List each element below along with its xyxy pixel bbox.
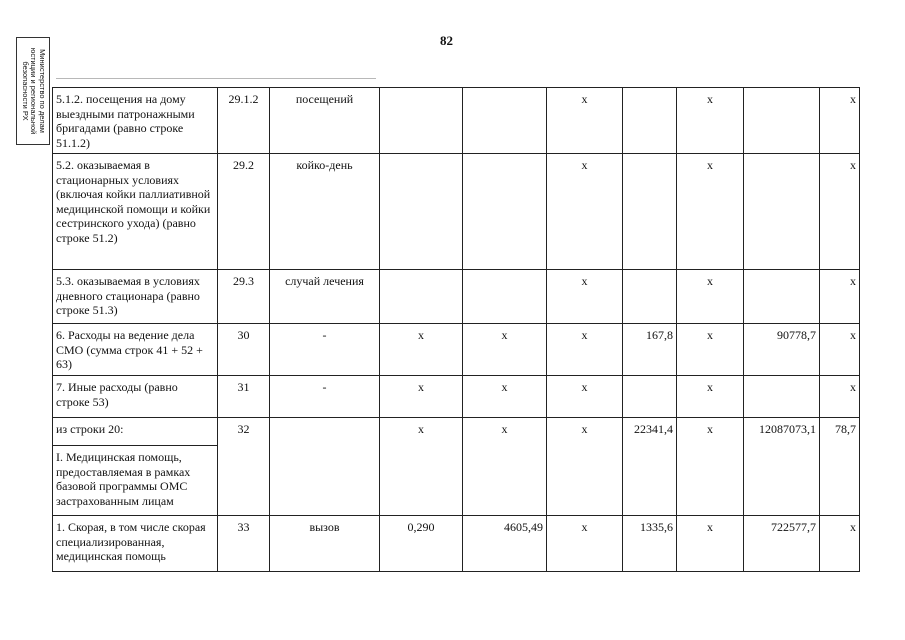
table-row bbox=[53, 270, 860, 324]
cell-col6: x bbox=[547, 418, 623, 516]
cell-col7 bbox=[623, 270, 677, 324]
row-unit: койко-день bbox=[270, 154, 380, 270]
row-unit: случай лечения bbox=[270, 270, 380, 324]
cell-col6: x bbox=[547, 154, 623, 270]
row-code: 30 bbox=[218, 324, 270, 376]
cell-col6: x bbox=[547, 88, 623, 154]
cell-col6: x bbox=[547, 376, 623, 418]
cell-col8: x bbox=[677, 516, 744, 572]
cell-col10: x bbox=[820, 270, 860, 324]
row-name: из строки 20: bbox=[53, 418, 218, 446]
cell-col9: 722577,7 bbox=[744, 516, 820, 572]
cell-col10: x bbox=[820, 154, 860, 270]
cell-col4 bbox=[380, 88, 463, 154]
cell-col7 bbox=[623, 88, 677, 154]
row-code: 31 bbox=[218, 376, 270, 418]
row-unit: - bbox=[270, 376, 380, 418]
cell-col8: x bbox=[677, 418, 744, 516]
cell-col10: x bbox=[820, 88, 860, 154]
cell-col9 bbox=[744, 88, 820, 154]
cell-col7 bbox=[623, 154, 677, 270]
cell-col5 bbox=[463, 88, 547, 154]
cell-col5: x bbox=[463, 324, 547, 376]
cell-col5 bbox=[463, 154, 547, 270]
cell-col8: x bbox=[677, 88, 744, 154]
cell-col8: x bbox=[677, 270, 744, 324]
table-row bbox=[53, 88, 860, 154]
cell-col7: 167,8 bbox=[623, 324, 677, 376]
row-name: 5.1.2. посещения на дому выездными патронажными бригадами (равно строке 51.1.2) bbox=[53, 88, 218, 154]
cell-col7 bbox=[623, 376, 677, 418]
cell-col9 bbox=[744, 376, 820, 418]
row-code: 32 bbox=[218, 418, 270, 516]
header-divider bbox=[56, 78, 376, 79]
row-name-sub: I. Медицинская помощь, предоставляемая в рамках базовой программы ОМС застрахованным лицам bbox=[53, 446, 218, 516]
row-code: 29.2 bbox=[218, 154, 270, 270]
table-row bbox=[53, 516, 860, 572]
cell-col5: x bbox=[463, 418, 547, 516]
cell-col4: x bbox=[380, 324, 463, 376]
cell-col6: x bbox=[547, 324, 623, 376]
cell-col6: x bbox=[547, 270, 623, 324]
cell-col7: 22341,4 bbox=[623, 418, 677, 516]
archive-stamp bbox=[16, 37, 50, 145]
cell-col4: 0,290 bbox=[380, 516, 463, 572]
table-row bbox=[53, 376, 860, 418]
cell-col6: x bbox=[547, 516, 623, 572]
table-row bbox=[53, 154, 860, 270]
stamp-text: Министерство по делам юстиции и региональной безопасности РХ bbox=[20, 47, 47, 135]
table-row bbox=[53, 324, 860, 376]
row-code: 29.1.2 bbox=[218, 88, 270, 154]
cell-col10: x bbox=[820, 376, 860, 418]
cell-col9 bbox=[744, 270, 820, 324]
cell-col7: 1335,6 bbox=[623, 516, 677, 572]
row-unit: посещений bbox=[270, 88, 380, 154]
row-name: 5.2. оказываемая в стационарных условиях (включая койки паллиативной медицинской помощи и койки сестринского ухода) (равно строке 51.2) bbox=[53, 154, 218, 270]
cell-col9 bbox=[744, 154, 820, 270]
row-unit bbox=[270, 418, 380, 516]
cell-col8: x bbox=[677, 324, 744, 376]
cell-col10: x bbox=[820, 324, 860, 376]
cell-col4 bbox=[380, 270, 463, 324]
cell-col8: x bbox=[677, 154, 744, 270]
row-unit: вызов bbox=[270, 516, 380, 572]
cell-col5: x bbox=[463, 376, 547, 418]
cell-col4 bbox=[380, 154, 463, 270]
cell-col4: x bbox=[380, 418, 463, 516]
row-unit: - bbox=[270, 324, 380, 376]
cell-col4: x bbox=[380, 376, 463, 418]
cell-col5 bbox=[463, 270, 547, 324]
cell-col10: 78,7 bbox=[820, 418, 860, 516]
expenses-table bbox=[52, 87, 860, 572]
cell-col10: x bbox=[820, 516, 860, 572]
cell-col9: 90778,7 bbox=[744, 324, 820, 376]
row-code: 29.3 bbox=[218, 270, 270, 324]
row-name: 7. Иные расходы (равно строке 53) bbox=[53, 376, 218, 418]
row-name: 5.3. оказываемая в условиях дневного стационара (равно строке 51.3) bbox=[53, 270, 218, 324]
page-number: 82 bbox=[440, 33, 453, 48]
row-code: 33 bbox=[218, 516, 270, 572]
cell-col9: 12087073,1 bbox=[744, 418, 820, 516]
cell-col8: x bbox=[677, 376, 744, 418]
table-row bbox=[53, 418, 860, 446]
row-name: 1. Скорая, в том числе скорая специализированная, медицинская помощь bbox=[53, 516, 218, 572]
row-name: 6. Расходы на ведение дела СМО (сумма строк 41 + 52 + 63) bbox=[53, 324, 218, 376]
cell-col5: 4605,49 bbox=[463, 516, 547, 572]
